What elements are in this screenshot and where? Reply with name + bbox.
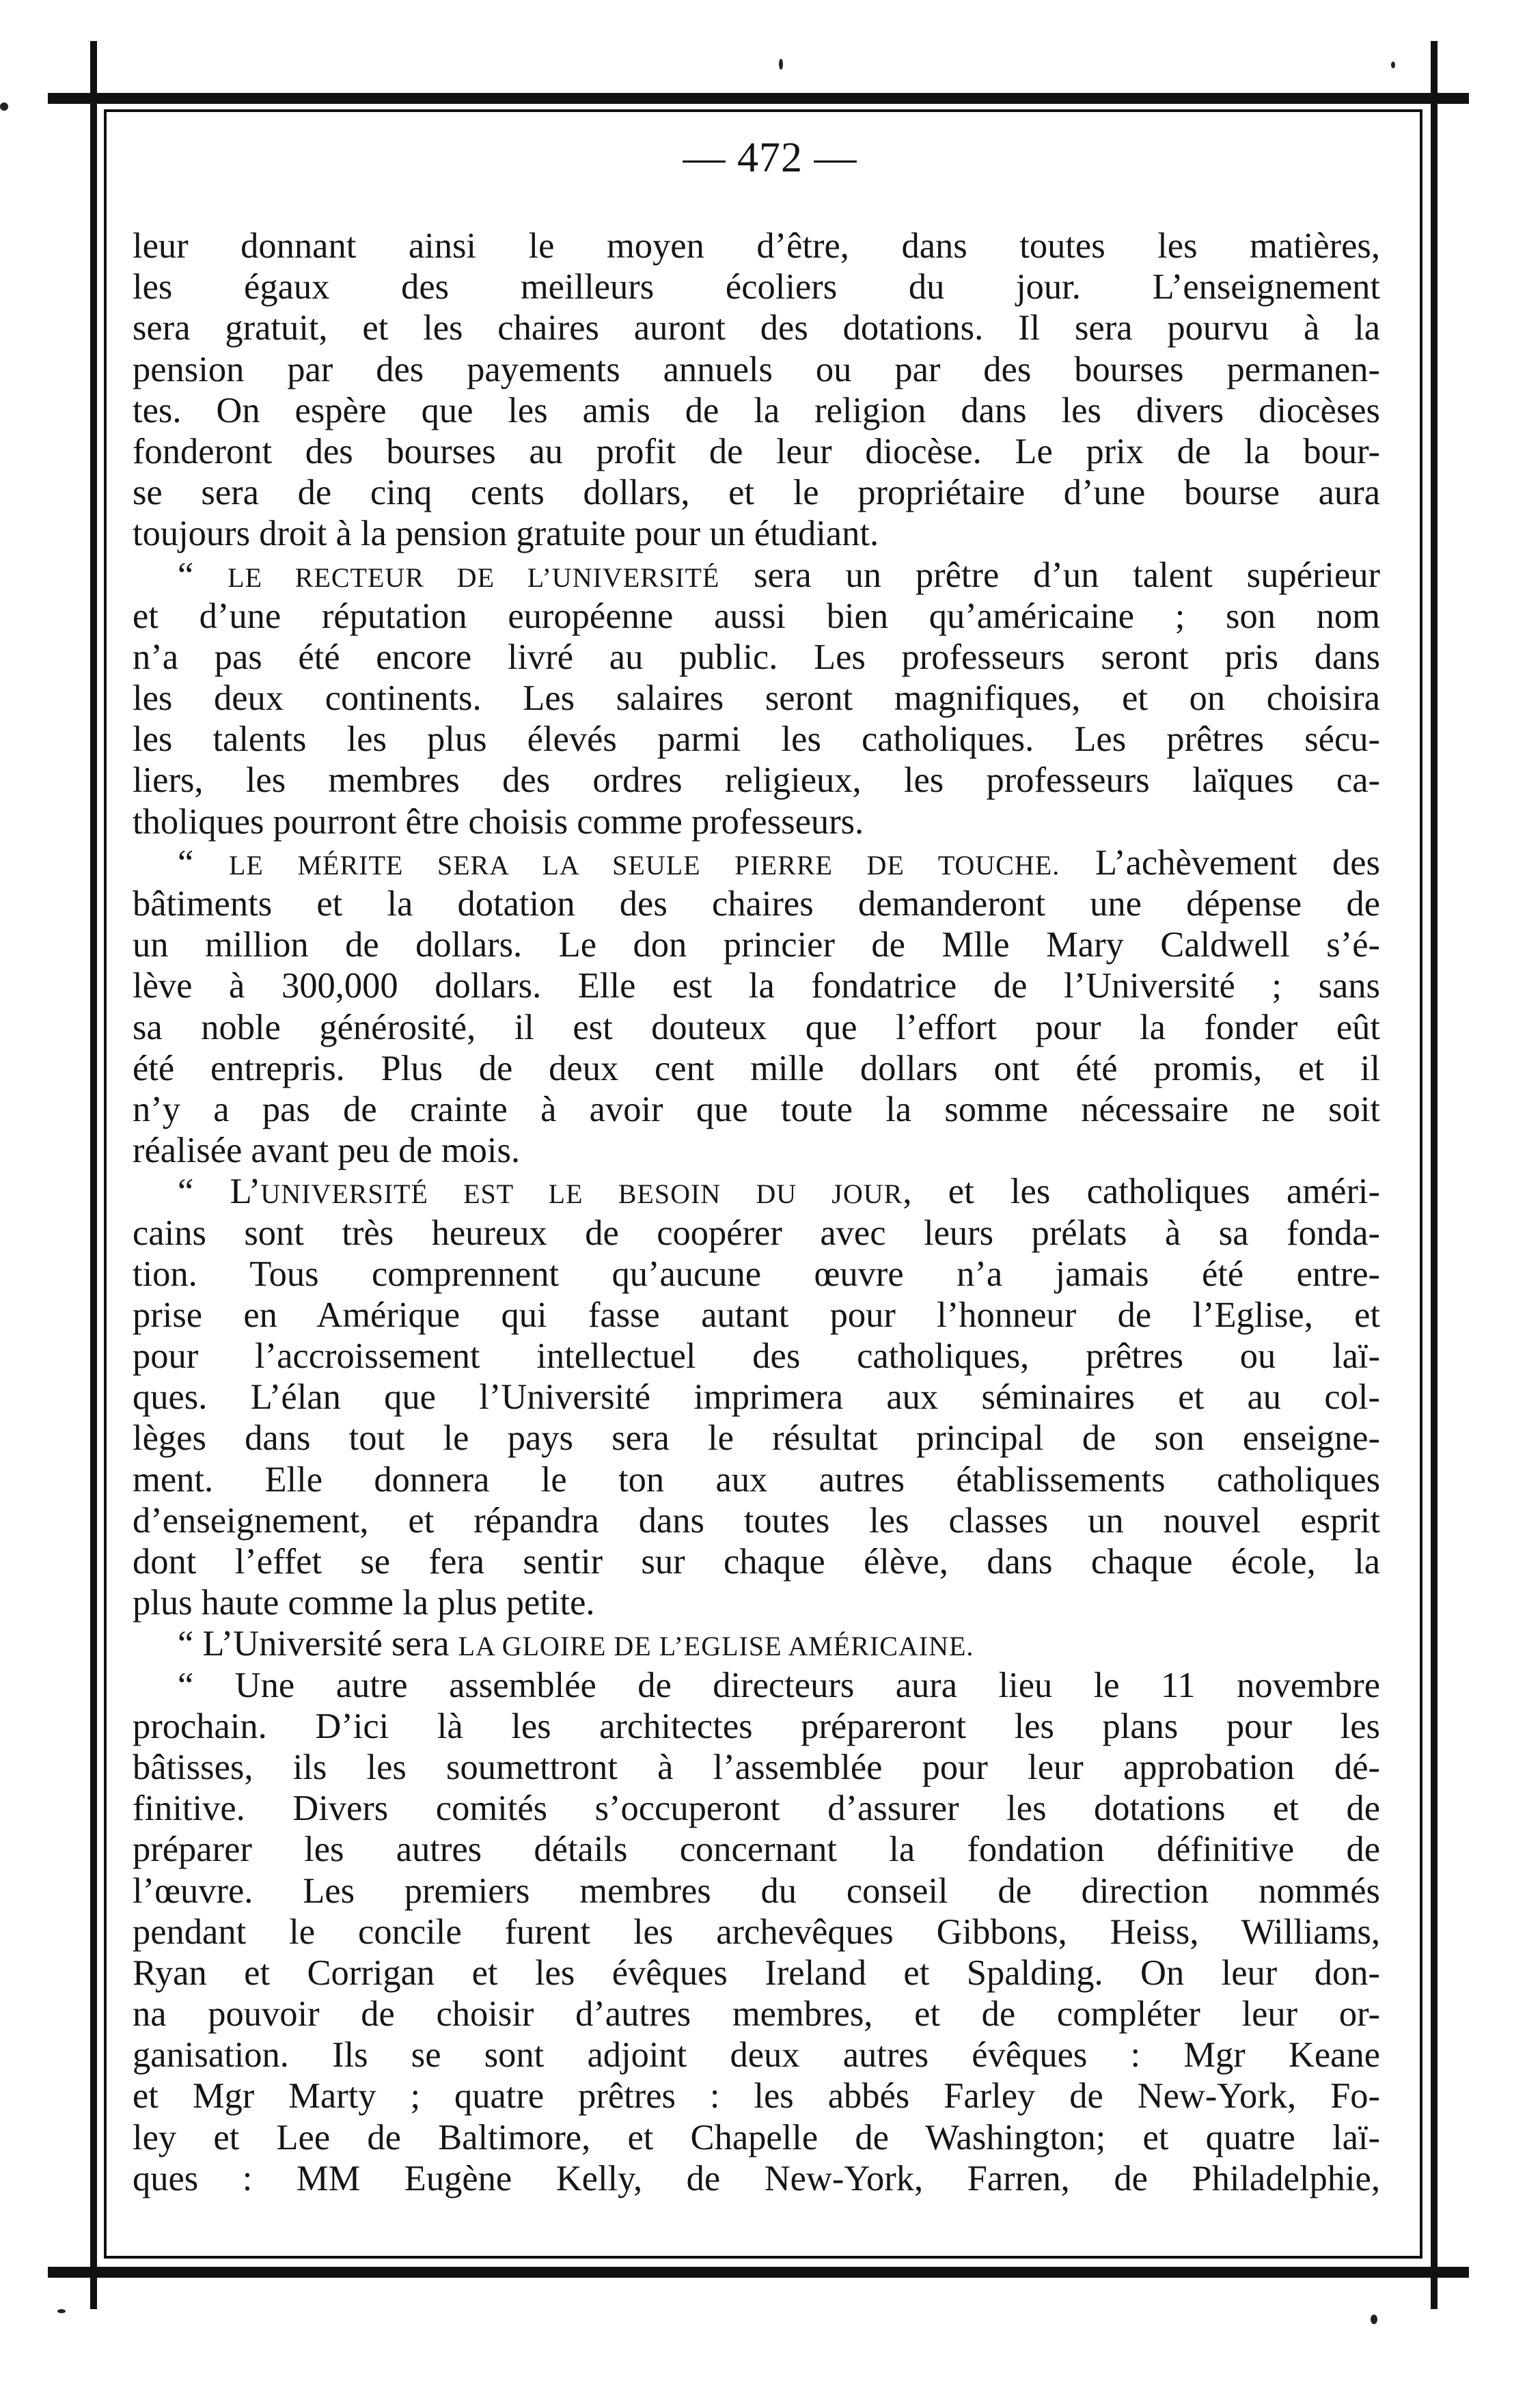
scan-speck (57, 2309, 66, 2313)
small-caps-phrase: LE RECTEUR DE L’UNIVERSITÉ (228, 562, 720, 593)
text-line (133, 1747, 1380, 1788)
text-run: pendant le concile furent les archevêques Gibbons, Heiss, Williams, (133, 1912, 1380, 1952)
text-line (133, 596, 1380, 637)
text-line (133, 2158, 1380, 2199)
text-line (133, 513, 1380, 554)
text-run: sera gratuit, et les chaires auront des dotations. Il sera pourvu à la (133, 308, 1380, 348)
text-line (133, 1500, 1380, 1541)
text-line (133, 1418, 1380, 1459)
text-run: tion. Tous comprennent qu’aucune œuvre n’a jamais été entre- (133, 1254, 1380, 1294)
text-line (133, 1007, 1380, 1048)
text-line (133, 431, 1380, 472)
text-line (133, 307, 1380, 348)
text-line (133, 1048, 1380, 1089)
text-run: n’a pas été encore livré au public. Les professeurs seront pris dans (133, 637, 1380, 677)
small-caps-phrase: LA GLOIRE DE L’EGLISE AMÉRICAINE. (458, 1631, 974, 1662)
top-border-rule (48, 93, 1469, 104)
text-run: tholiques pourront être choisis comme professeurs. (133, 801, 864, 842)
text-line (133, 472, 1380, 513)
text-line (133, 678, 1380, 719)
text-run: ley et Lee de Baltimore, et Chapelle de Washington; et quatre laï- (133, 2117, 1380, 2157)
text-run: été entrepris. Plus de deux cent mille dollars ont été promis, et il (133, 1048, 1380, 1088)
text-line (133, 801, 1380, 842)
text-run: les deux continents. Les salaires seront magnifiques, et on choisira (133, 678, 1380, 719)
text-run: pour l’accroissement intellectuel des catholiques, prêtres ou laï- (133, 1336, 1380, 1377)
text-run: d’enseignement, et répandra dans toutes les classes un nouvel esprit (133, 1500, 1380, 1541)
text-run: fonderont des bourses au profit de leur diocèse. Le prix de la bour- (133, 431, 1380, 471)
text-run: prise en Amérique qui fasse autant pour l’honneur de l’Eglise, et (133, 1295, 1380, 1335)
text-line (133, 266, 1380, 307)
bottom-border-rule (48, 2267, 1469, 2278)
text-run: les égaux des meilleurs écoliers du jour. L’enseignement (133, 267, 1380, 307)
scan-speck (1391, 61, 1395, 68)
text-line (133, 390, 1380, 431)
text-line (133, 555, 1380, 596)
text-run: et d’une réputation européenne aussi bien qu’américaine ; son nom (133, 596, 1380, 636)
text-run: pension par des payements annuels ou par des bourses permanen- (133, 349, 1380, 389)
text-run: prochain. D’ici là les architectes prépareront les plans pour les (133, 1706, 1380, 1746)
right-inner-rule (1420, 109, 1422, 2259)
text-line (133, 1254, 1380, 1295)
text-run: Ryan et Corrigan et les évêques Ireland et Spalding. On leur don- (133, 1953, 1380, 1993)
text-line (133, 1829, 1380, 1870)
text-run: ment. Elle donnera le ton aux autres établissements catholiques (133, 1459, 1380, 1500)
text-line (133, 1582, 1380, 1623)
text-run: “ Une autre assemblée de directeurs aura lieu le 11 novembre (178, 1665, 1380, 1705)
text-run: dont l’effet se fera sentir sur chaque élève, dans chaque école, la (133, 1542, 1380, 1582)
bottom-inner-rule (104, 2256, 1422, 2259)
text-line (133, 1336, 1380, 1377)
text-run: cains sont très heureux de coopérer avec leurs prélats à sa fonda- (133, 1213, 1380, 1253)
text-run: toujours droit à la pension gratuite pour un étudiant. (133, 514, 879, 554)
text-line (133, 842, 1380, 883)
small-caps-phrase: UNIVERSITÉ EST LE BESOIN DU JOUR (260, 1178, 903, 1210)
scan-speck (1371, 2315, 1377, 2324)
text-line (133, 1089, 1380, 1130)
text-line (133, 1130, 1380, 1171)
text-line (133, 2075, 1380, 2116)
small-caps-phrase: LE MÉRITE SERA LA SEULE PIERRE DE TOUCHE. (229, 849, 1060, 881)
text-line (133, 1665, 1380, 1706)
text-run: l’œuvre. Les premiers membres du conseil de direction nommés (133, 1871, 1380, 1911)
text-run: sera un prêtre d’un talent supérieur (719, 555, 1381, 595)
text-run: les talents les plus élevés parmi les catholiques. Les prêtres sécu- (133, 719, 1380, 760)
text-line (133, 924, 1380, 965)
text-run: sa noble générosité, il est douteux que l’effort pour la fonder eût (133, 1007, 1380, 1047)
left-inner-rule (104, 109, 107, 2259)
text-line (133, 1994, 1380, 2035)
text-line (133, 1295, 1380, 1336)
text-run: “ (178, 555, 228, 595)
text-line (133, 1623, 1380, 1664)
text-run: bâtisses, ils les soumettront à l’assemblée pour leur approbation dé- (133, 1747, 1380, 1787)
text-run: ganisation. Ils se sont adjoint deux autres évêques : Mgr Keane (133, 2035, 1380, 2075)
text-run: ques : MM Eugène Kelly, de New-York, Farren, de Philadelphie, (133, 2158, 1380, 2198)
text-run: bâtiments et la dotation des chaires demanderont une dépense de (133, 884, 1380, 924)
text-run: , et les catholiques améri- (903, 1172, 1380, 1212)
text-run: lève à 300,000 dollars. Elle est la fondatrice de l’Université ; sans (133, 966, 1380, 1006)
scan-speck (779, 59, 783, 70)
text-run: na pouvoir de choisir d’autres membres, et de compléter leur or- (133, 1994, 1380, 2035)
text-line (133, 760, 1380, 801)
text-line (133, 1912, 1380, 1953)
text-run: “ (178, 842, 229, 883)
text-run: réalisée avant peu de mois. (133, 1131, 521, 1171)
text-line (133, 349, 1380, 390)
text-line (133, 637, 1380, 678)
text-line (133, 1706, 1380, 1747)
scan-speck (0, 102, 8, 111)
text-line (133, 225, 1380, 266)
left-border-rule (90, 41, 97, 2309)
text-line (133, 719, 1380, 760)
text-run: L’achèvement des (1060, 842, 1380, 883)
text-run: “ L’ (178, 1172, 261, 1212)
body-text (133, 225, 1380, 2199)
text-line (133, 2035, 1380, 2075)
text-run: plus haute comme la plus petite. (133, 1583, 595, 1623)
text-run: un million de dollars. Le don princier de Mlle Mary Caldwell s’é- (133, 925, 1380, 965)
text-line (133, 1541, 1380, 1582)
text-run: finitive. Divers comités s’occuperont d’assurer les dotations et de (133, 1789, 1380, 1829)
text-run: “ L’Université sera (178, 1624, 458, 1664)
text-line (133, 1171, 1380, 1212)
text-line (133, 965, 1380, 1006)
text-line (133, 1459, 1380, 1500)
text-line (133, 2117, 1380, 2158)
text-run: tes. On espère que les amis de la religion dans les divers diocèses (133, 390, 1380, 430)
text-line (133, 883, 1380, 924)
text-run: préparer les autres détails concernant la fondation définitive de (133, 1830, 1380, 1870)
page-number: — 472 — (683, 135, 857, 181)
text-line (133, 1213, 1380, 1254)
text-run: se sera de cinq cents dollars, et le propriétaire d’une bourse aura (133, 473, 1380, 513)
text-line (133, 1871, 1380, 1912)
text-run: n’y a pas de crainte à avoir que toute la somme nécessaire ne soit (133, 1089, 1380, 1129)
text-run: et Mgr Marty ; quatre prêtres : les abbés Farley de New-York, Fo- (133, 2076, 1380, 2116)
right-border-rule (1431, 41, 1438, 2309)
text-line (133, 1377, 1380, 1418)
text-line (133, 1788, 1380, 1829)
text-run: leur donnant ainsi le moyen d’être, dans toutes les matières, (133, 226, 1380, 266)
text-run: liers, les membres des ordres religieux, les professeurs laïques ca- (133, 760, 1380, 801)
text-line (133, 1953, 1380, 1994)
text-run: lèges dans tout le pays sera le résultat principal de son enseigne- (133, 1418, 1380, 1459)
top-inner-rule (104, 109, 1422, 112)
text-run: ques. L’élan que l’Université imprimera aux séminaires et au col- (133, 1377, 1380, 1418)
